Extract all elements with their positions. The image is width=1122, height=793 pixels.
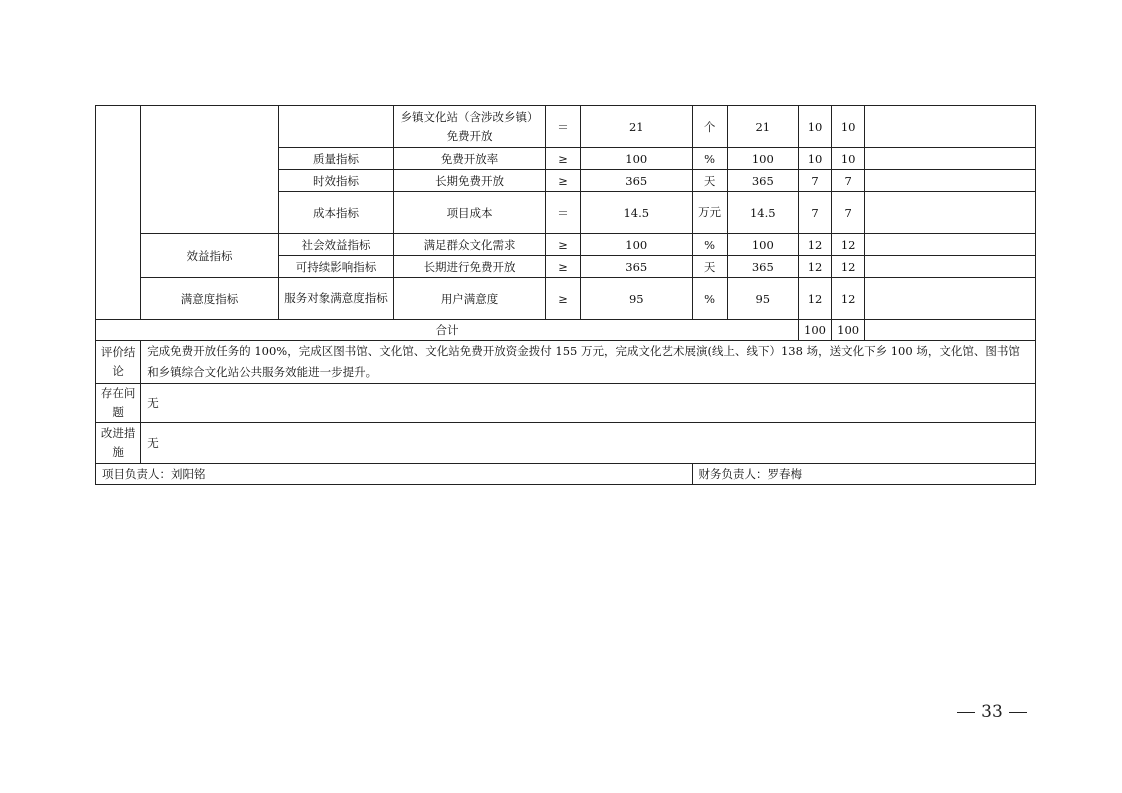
level2-cell xyxy=(141,106,279,234)
indicator-cell: 免费开放率 xyxy=(394,148,546,170)
weight-cell: 12 xyxy=(798,278,831,320)
note-cell xyxy=(865,278,1036,320)
level3-cell: 社会效益指标 xyxy=(278,234,393,256)
signature-row xyxy=(96,464,1036,485)
indicator-cell: 长期免费开放 xyxy=(394,170,546,192)
actual-cell: 365 xyxy=(727,170,798,192)
score-cell: 10 xyxy=(832,148,865,170)
table-row xyxy=(96,234,1036,256)
weight-cell: 10 xyxy=(798,106,831,148)
operator-cell: ≥ xyxy=(545,278,580,320)
problems-label: 存在问题 xyxy=(96,384,141,423)
target-cell: 14.5 xyxy=(581,192,692,234)
unit-cell: % xyxy=(692,278,727,320)
note-cell xyxy=(865,148,1036,170)
total-note xyxy=(865,320,1036,341)
level2-cell: 效益指标 xyxy=(141,234,279,278)
evaluation-text: 完成免费开放任务的 100%，完成区图书馆、文化馆、文化站免费开放资金拨付 155 万元，完成文化艺术展演(线上、线下）138 场，送文化下乡 100 场，文化馆、图书馆和乡镇综合文化站公共服务效能进一步提升。 xyxy=(141,341,1036,384)
operator-cell: ≥ xyxy=(545,148,580,170)
evaluation-label: 评价结论 xyxy=(96,341,141,384)
operator-cell: ＝ xyxy=(545,106,580,148)
indicator-cell: 项目成本 xyxy=(394,192,546,234)
indicator-cell: 长期进行免费开放 xyxy=(394,256,546,278)
level2-cell: 满意度指标 xyxy=(141,278,279,320)
problems-row xyxy=(96,384,1036,423)
note-cell xyxy=(865,234,1036,256)
target-cell: 365 xyxy=(581,256,692,278)
operator-cell: ≥ xyxy=(545,256,580,278)
target-cell: 365 xyxy=(581,170,692,192)
actual-cell: 365 xyxy=(727,256,798,278)
target-cell: 100 xyxy=(581,148,692,170)
weight-cell: 12 xyxy=(798,234,831,256)
unit-cell: % xyxy=(692,234,727,256)
total-row xyxy=(96,320,1036,341)
score-cell: 12 xyxy=(832,278,865,320)
actual-cell: 95 xyxy=(727,278,798,320)
indicator-cell: 用户满意度 xyxy=(394,278,546,320)
weight-cell: 10 xyxy=(798,148,831,170)
level3-cell: 成本指标 xyxy=(278,192,393,234)
total-score: 100 xyxy=(832,320,865,341)
score-cell: 7 xyxy=(832,170,865,192)
score-cell: 12 xyxy=(832,256,865,278)
evaluation-row xyxy=(96,341,1036,384)
level3-cell: 服务对象满意度指标 xyxy=(278,278,393,320)
target-cell: 21 xyxy=(581,106,692,148)
level3-cell xyxy=(278,106,393,148)
level3-cell: 质量指标 xyxy=(278,148,393,170)
unit-cell: 天 xyxy=(692,170,727,192)
table-row xyxy=(96,106,1036,148)
weight-cell: 7 xyxy=(798,192,831,234)
total-weight: 100 xyxy=(798,320,831,341)
operator-cell: ≥ xyxy=(545,170,580,192)
score-cell: 10 xyxy=(832,106,865,148)
level3-cell: 可持续影响指标 xyxy=(278,256,393,278)
note-cell xyxy=(865,106,1036,148)
actual-cell: 100 xyxy=(727,148,798,170)
level1-cell xyxy=(96,106,141,320)
level3-cell: 时效指标 xyxy=(278,170,393,192)
note-cell xyxy=(865,256,1036,278)
operator-cell: ≥ xyxy=(545,234,580,256)
actual-cell: 21 xyxy=(727,106,798,148)
measures-text: 无 xyxy=(141,423,1036,464)
table-row xyxy=(96,278,1036,320)
indicator-cell: 满足群众文化需求 xyxy=(394,234,546,256)
performance-table xyxy=(95,105,1036,485)
unit-cell: 天 xyxy=(692,256,727,278)
dash-left xyxy=(957,712,975,713)
target-cell: 95 xyxy=(581,278,692,320)
note-cell xyxy=(865,170,1036,192)
unit-cell: 个 xyxy=(692,106,727,148)
unit-cell: 万元 xyxy=(692,192,727,234)
score-cell: 12 xyxy=(832,234,865,256)
score-cell: 7 xyxy=(832,192,865,234)
weight-cell: 7 xyxy=(798,170,831,192)
note-cell xyxy=(865,192,1036,234)
problems-text: 无 xyxy=(141,384,1036,423)
finance-lead: 财务负责人：罗春梅 xyxy=(692,464,1036,485)
page-number xyxy=(952,700,1032,724)
dash-right xyxy=(1009,712,1027,713)
actual-cell: 14.5 xyxy=(727,192,798,234)
measures-label: 改进措施 xyxy=(96,423,141,464)
indicator-cell: 乡镇文化站（含涉改乡镇）免费开放 xyxy=(394,106,546,148)
page-number-text: 33 xyxy=(981,702,1003,722)
measures-row xyxy=(96,423,1036,464)
target-cell: 100 xyxy=(581,234,692,256)
total-label: 合计 xyxy=(96,320,799,341)
operator-cell: ＝ xyxy=(545,192,580,234)
weight-cell: 12 xyxy=(798,256,831,278)
project-lead: 项目负责人：刘阳铭 xyxy=(96,464,693,485)
actual-cell: 100 xyxy=(727,234,798,256)
unit-cell: % xyxy=(692,148,727,170)
